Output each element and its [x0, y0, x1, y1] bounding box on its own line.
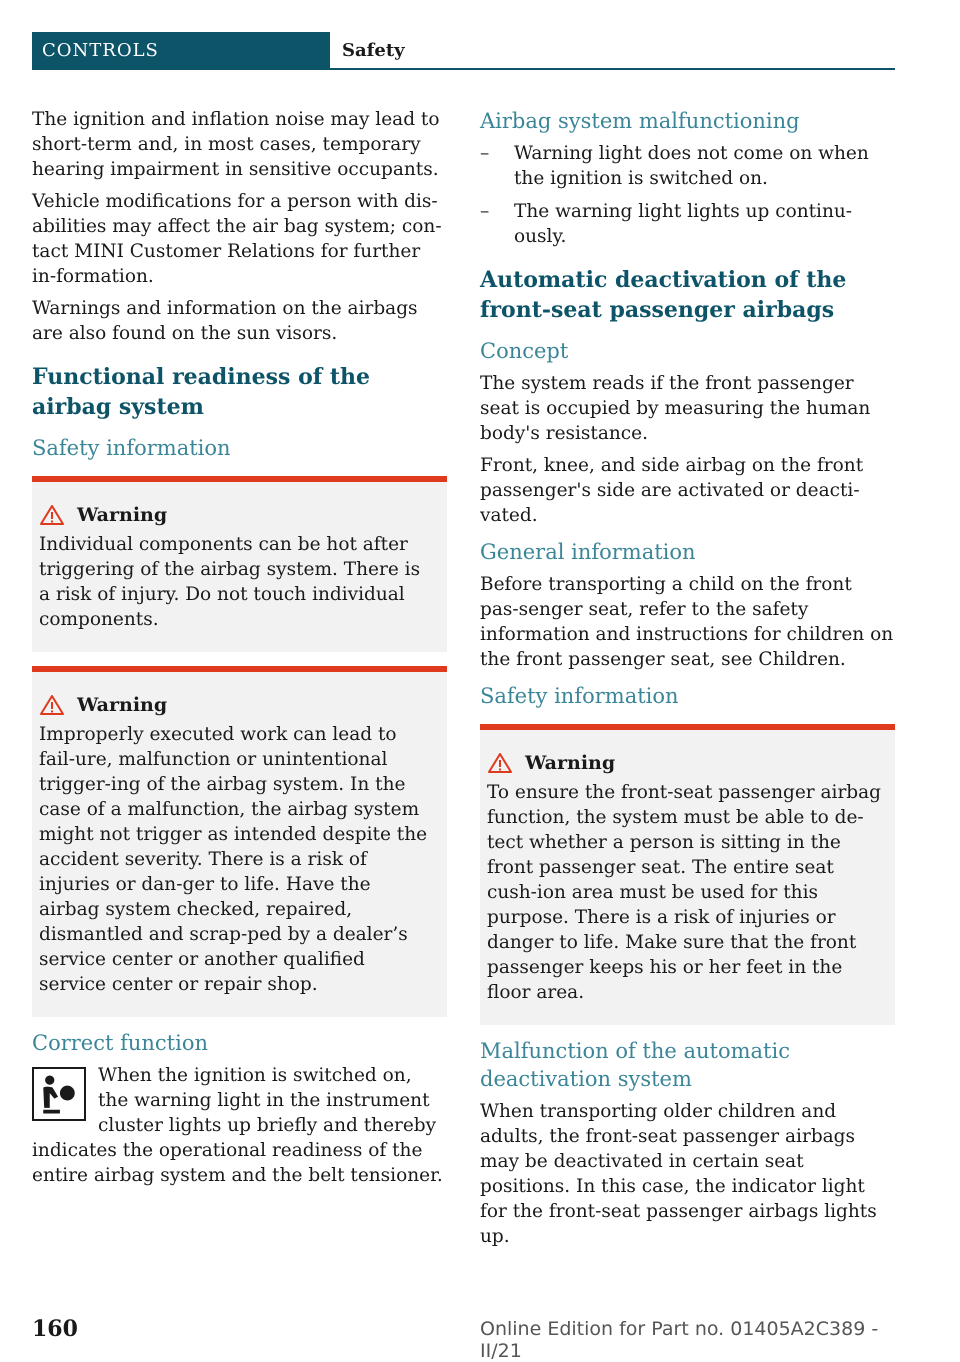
- warning-text: To ensure the front-seat passenger airbag function, the system must be able to de-tect whether a person is sitting in the front passenger seat. The entire seat cush-ion area must be used for this purpose. There is a risk of injuries or danger to life. Make sure that the front passenger keeps his or her feet in the floor area.: [487, 782, 882, 1003]
- malfunction-auto-heading: Malfunction of the automatic deactivation system: [480, 1039, 790, 1091]
- warning-title: Warning: [77, 504, 168, 526]
- general-info-heading: General information: [480, 540, 696, 564]
- edition-footer: Online Edition for Part no. 01405A2C389 - II/21: [480, 1318, 879, 1362]
- concept-heading: Concept: [480, 339, 569, 363]
- warning-box: [32, 666, 447, 1017]
- warning-box: [32, 476, 447, 652]
- readiness-heading: Functional readiness of the airbag system: [32, 364, 371, 420]
- warning-text: Improperly executed work can lead to fail-ure, malfunction or unintentional trigger-ing of the airbag system. In the case of a malfunction, the airbag system might not trigger as intended despite the accident severity. There is a risk of injuries or dan-ger to life. Have the airbag system checked, repaired, dismantled and scrap-ped by a dealer’s service center or another qualified service center or repair shop.: [39, 724, 428, 995]
- warning-triangle-icon: [39, 694, 65, 716]
- concept-paragraph: Front, knee, and side airbag on the front passenger's side are activated or deacti-vated.: [480, 455, 864, 526]
- dash-bullet: –: [480, 201, 490, 222]
- correct-function-text: When the ignition is switched on, the warning light in the instrument cluster lights up briefly and thereby indicates the operational readiness of the entire airbag system and the belt tensioner.: [32, 1065, 443, 1186]
- list-item: – The warning light lights up continu-ously.: [480, 201, 853, 247]
- right-column: [480, 107, 895, 1256]
- warning-title: Warning: [77, 694, 168, 716]
- intro-paragraph: Vehicle modifications for a person with dis-abilities may affect the air bag system; con-tact MINI Customer Relations for further in-formation.: [32, 191, 442, 287]
- warning-title: Warning: [525, 752, 616, 774]
- malfunction-auto-text: When transporting older children and adults, the front-seat passenger airbags may be deactivated in certain seat positions. In this case, the indicator light for the front-seat passenger airbags lights up.: [480, 1101, 877, 1247]
- list-item: – Warning light does not come on when the ignition is switched on.: [480, 143, 869, 189]
- warning-triangle-icon: [487, 752, 513, 774]
- safety-info-heading: Safety information: [32, 436, 231, 460]
- malfunction-heading: Airbag system malfunctioning: [480, 109, 800, 133]
- concept-paragraph: The system reads if the front passenger seat is occupied by measuring the human body's resistance.: [480, 373, 871, 444]
- chapter-label: Safety: [342, 40, 405, 61]
- auto-deactivation-heading: Automatic deactivation of the front-seat passenger airbags: [480, 267, 847, 323]
- left-column: [32, 107, 447, 1195]
- intro-paragraph: Warnings and information on the airbags are also found on the sun visors.: [32, 298, 418, 344]
- warning-text: Individual components can be hot after triggering of the airbag system. There is a risk of injury. Do not touch individual components.: [39, 534, 421, 630]
- page-number: 160: [32, 1316, 78, 1342]
- warning-triangle-icon: [39, 504, 65, 526]
- malfunction-list: [480, 141, 895, 249]
- correct-function-block: [32, 1063, 447, 1188]
- correct-function-heading: Correct function: [32, 1031, 208, 1055]
- intro-paragraph: The ignition and inflation noise may lead to short-term and, in most cases, temporary hearing impairment in sensitive occupants.: [32, 109, 440, 180]
- safety-info-heading: Safety information: [480, 684, 679, 708]
- general-info-text: Before transporting a child on the front pas-senger seat, refer to the safety information and instructions for children on the front passenger seat, see Children.: [480, 574, 894, 670]
- page-header: [32, 32, 895, 70]
- dash-bullet: –: [480, 143, 490, 164]
- airbag-warning-light-icon: [32, 1067, 86, 1121]
- section-label: CONTROLS: [32, 32, 330, 70]
- warning-box: [480, 724, 895, 1025]
- header-rule: [330, 68, 895, 70]
